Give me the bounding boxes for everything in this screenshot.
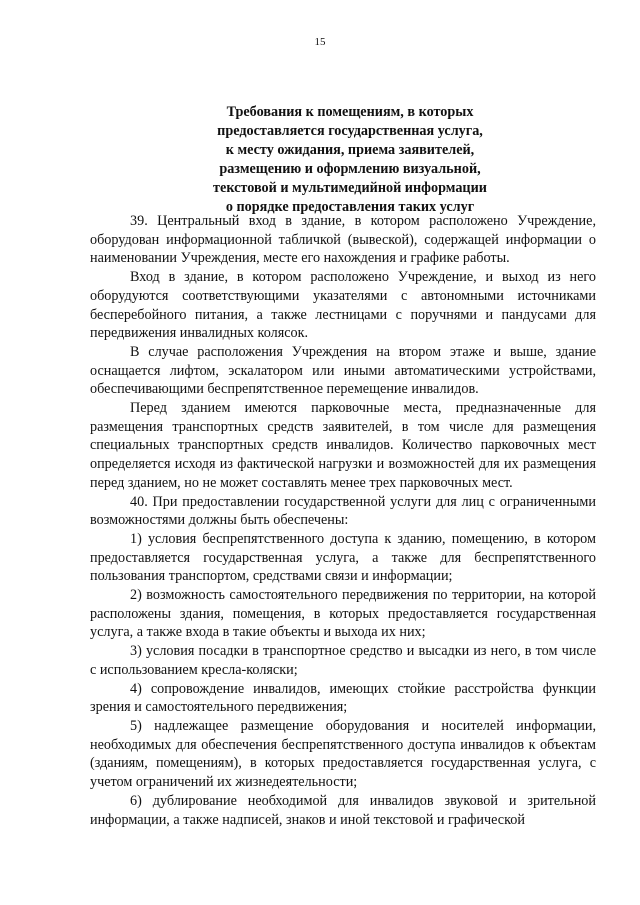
heading-line: Требования к помещениям, в которых (226, 104, 474, 120)
paragraph-parking: Перед зданием имеются парковочные места, предназначенные для размещения транспортных средств заявителей, в том числе для размещения специальных транспортных средств инвалидов. Количество парковочных мест определяется исходя из фактической нагрузки и возможностей для их размещения перед зданием, но не может составлять менее трех парковочных мест. (90, 400, 596, 491)
paragraph-item-40: 40. При предоставлении государственной услуги для лиц с ограниченными возможностями должны быть обеспечены: (90, 493, 596, 529)
section-heading (120, 103, 580, 217)
list-item-3: 3) условия посадки в транспортное средство и высадки из него, в том числе с использованием кресла-коляски; (90, 643, 596, 678)
list-item-1: 1) условия беспрепятственного доступа к зданию, помещению, в котором предоставляется государственная услуга, а также для беспрепятственного пользования транспортом, средствами связи и информации; (90, 530, 596, 585)
paragraph-item-39: 39. Центральный вход в здание, в котором расположено Учреждение, оборудован информационной табличкой (вывеской), содержащей информации о наименовании Учреждения, месте его нахождения и графике работы. (90, 213, 596, 267)
heading-line: текстовой и мультимедийной информации (213, 180, 487, 196)
heading-line: размещению и оформлению визуальной, (219, 161, 481, 177)
list-item-6: 6) дублирование необходимой для инвалидов звуковой и зрительной информации, а также надписей, знаков и иной текстовой и графической (90, 792, 596, 828)
heading-line: к месту ожидания, приема заявителей, (225, 142, 475, 158)
list-item-5: 5) надлежащее размещение оборудования и носителей информации, необходимых для обеспечения беспрепятственного доступа инвалидов к объектам (зданиям, помещениям), в которых предоставляется государственная услуга, с учетом ограничений их жизнедеятельности; (90, 717, 596, 791)
page-number: 15 (314, 36, 326, 48)
paragraph-entrance: Вход в здание, в котором расположено Учреждение, и выход из него оборудуются соответствующими указателями с автономными источниками бесперебойного питания, а также лестницами с поручнями и пандусами для передвижения инвалидных колясок. (90, 269, 596, 342)
heading-line: о порядке предоставления таких услуг (225, 199, 475, 215)
heading-line: предоставляется государственная услуга, (217, 123, 483, 139)
list-item-4: 4) сопровождение инвалидов, имеющих стойкие расстройства функции зрения и самостоятельного передвижения; (90, 680, 596, 716)
document-body (90, 212, 596, 829)
list-item-2: 2) возможность самостоятельного передвижения по территории, на которой расположены здания, помещения, в которых предоставляется государственная услуга, а также входа в такие объекты и выхода их них; (90, 587, 596, 641)
paragraph-elevator: В случае расположения Учреждения на втором этаже и выше, здание оснащается лифтом, эскалатором или иными автоматическими устройствами, обеспечивающими беспрепятственное перемещение инвалидов. (90, 343, 596, 398)
